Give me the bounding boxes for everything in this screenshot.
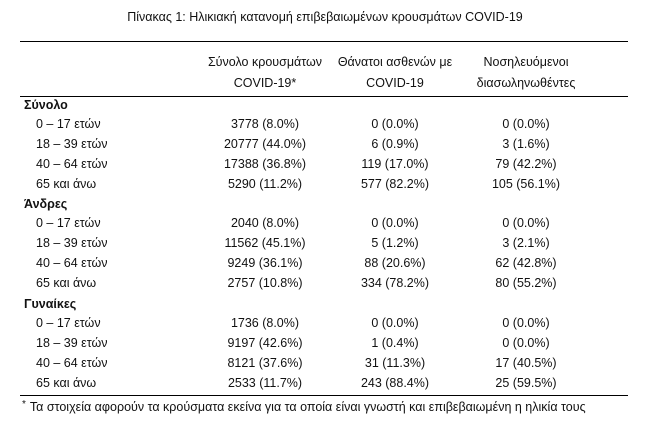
- age-cell: 0 – 17 ετών: [36, 117, 101, 131]
- table-row: [0, 256, 650, 275]
- total-cases-cell: 1736 (8.0%): [230, 316, 300, 330]
- deaths-cell: 243 (88.4%): [360, 376, 430, 390]
- deaths-cell: 119 (17.0%): [361, 157, 429, 171]
- intubated-cell: 0 (0.0%): [502, 316, 550, 330]
- deaths-cell: 334 (78.2%): [360, 276, 430, 290]
- total-cases-cell: 2533 (11.7%): [227, 376, 303, 390]
- intubated-cell: 105 (56.1%): [491, 177, 561, 191]
- age-cell: 18 – 39 ετών: [36, 236, 108, 250]
- age-cell: 40 – 64 ετών: [36, 157, 108, 171]
- total-cases-cell: 20777 (44.0%): [223, 137, 306, 151]
- table-row: [0, 336, 650, 355]
- intubated-cell: 0 (0.0%): [502, 336, 550, 350]
- header-intubated: [451, 52, 601, 94]
- age-cell: 40 – 64 ετών: [36, 256, 108, 270]
- deaths-cell: 31 (11.3%): [364, 356, 426, 370]
- header-total-cases-line2: COVID-19*: [233, 76, 297, 90]
- table-row: [0, 376, 650, 395]
- total-cases-cell: 17388 (36.8%): [223, 157, 306, 171]
- table-row: [0, 316, 650, 335]
- total-cases-cell: 9249 (36.1%): [227, 256, 303, 270]
- age-cell: 40 – 64 ετών: [36, 356, 108, 370]
- intubated-cell: 0 (0.0%): [502, 216, 550, 230]
- deaths-cell: 88 (20.6%): [364, 256, 426, 270]
- total-cases-cell: 8121 (37.6%): [227, 356, 303, 370]
- table-top-rule: [20, 41, 628, 42]
- age-cell: 18 – 39 ετών: [36, 336, 108, 350]
- age-cell: 65 και άνω: [36, 276, 97, 290]
- total-cases-cell: 11562 (45.1%): [224, 236, 306, 250]
- table-row: [0, 117, 650, 136]
- deaths-cell: 577 (82.2%): [360, 177, 430, 191]
- table-row: [0, 157, 650, 176]
- total-cases-cell: 9197 (42.6%): [227, 336, 303, 350]
- intubated-cell: 3 (1.6%): [502, 137, 550, 151]
- header-total-cases-line1: Σύνολο κρουσμάτων: [207, 55, 323, 69]
- table-row: [0, 137, 650, 156]
- table-row: [0, 216, 650, 235]
- table-title: Πίνακας 1: Ηλικιακή κατανομή επιβεβαιωμένων κρουσμάτων COVID-19: [127, 10, 523, 24]
- intubated-cell: 80 (55.2%): [495, 276, 557, 290]
- section-total-label: Σύνολο: [24, 98, 68, 112]
- age-cell: 0 – 17 ετών: [36, 216, 101, 230]
- age-cell: 18 – 39 ετών: [36, 137, 108, 151]
- table-row: [0, 177, 650, 196]
- table-row: [0, 276, 650, 295]
- header-deaths-line2: COVID-19: [366, 76, 424, 90]
- deaths-cell: 0 (0.0%): [371, 216, 419, 230]
- total-cases-cell: 5290 (11.2%): [227, 177, 303, 191]
- header-deaths: [320, 52, 470, 94]
- deaths-cell: 6 (0.9%): [371, 137, 419, 151]
- deaths-cell: 1 (0.4%): [371, 336, 419, 350]
- intubated-cell: 25 (59.5%): [495, 376, 557, 390]
- table-row: [0, 236, 650, 255]
- header-intubated-line2: διασωληνωθέντες: [476, 76, 576, 90]
- intubated-cell: 62 (42.8%): [495, 256, 557, 270]
- deaths-cell: 0 (0.0%): [371, 316, 419, 330]
- table-row: [0, 356, 650, 375]
- age-cell: 65 και άνω: [36, 177, 97, 191]
- footnote: [22, 399, 586, 414]
- total-cases-cell: 2040 (8.0%): [230, 216, 300, 230]
- section-men-label: Άνδρες: [24, 197, 68, 211]
- section-women-label: Γυναίκες: [24, 297, 77, 311]
- intubated-cell: 0 (0.0%): [502, 117, 550, 131]
- intubated-cell: 17 (40.5%): [495, 356, 557, 370]
- deaths-cell: 5 (1.2%): [371, 236, 419, 250]
- total-cases-cell: 3778 (8.0%): [230, 117, 300, 131]
- table-bottom-rule: [20, 395, 628, 396]
- intubated-cell: 3 (2.1%): [502, 236, 550, 250]
- footnote-text: Τα στοιχεία αφορούν τα κρούσματα εκείνα για τα οποία είναι γνωστή και επιβεβαιωμένη η ηλικία τους: [29, 400, 586, 414]
- age-cell: 65 και άνω: [36, 376, 97, 390]
- header-intubated-line1: Νοσηλευόμενοι: [483, 55, 569, 69]
- age-cell: 0 – 17 ετών: [36, 316, 101, 330]
- table-header-rule: [20, 96, 628, 97]
- intubated-cell: 79 (42.2%): [495, 157, 557, 171]
- header-total-cases: [190, 52, 340, 94]
- footnote-marker: *: [22, 399, 26, 410]
- deaths-cell: 0 (0.0%): [371, 117, 419, 131]
- header-deaths-line1: Θάνατοι ασθενών με: [337, 55, 453, 69]
- total-cases-cell: 2757 (10.8%): [227, 276, 303, 290]
